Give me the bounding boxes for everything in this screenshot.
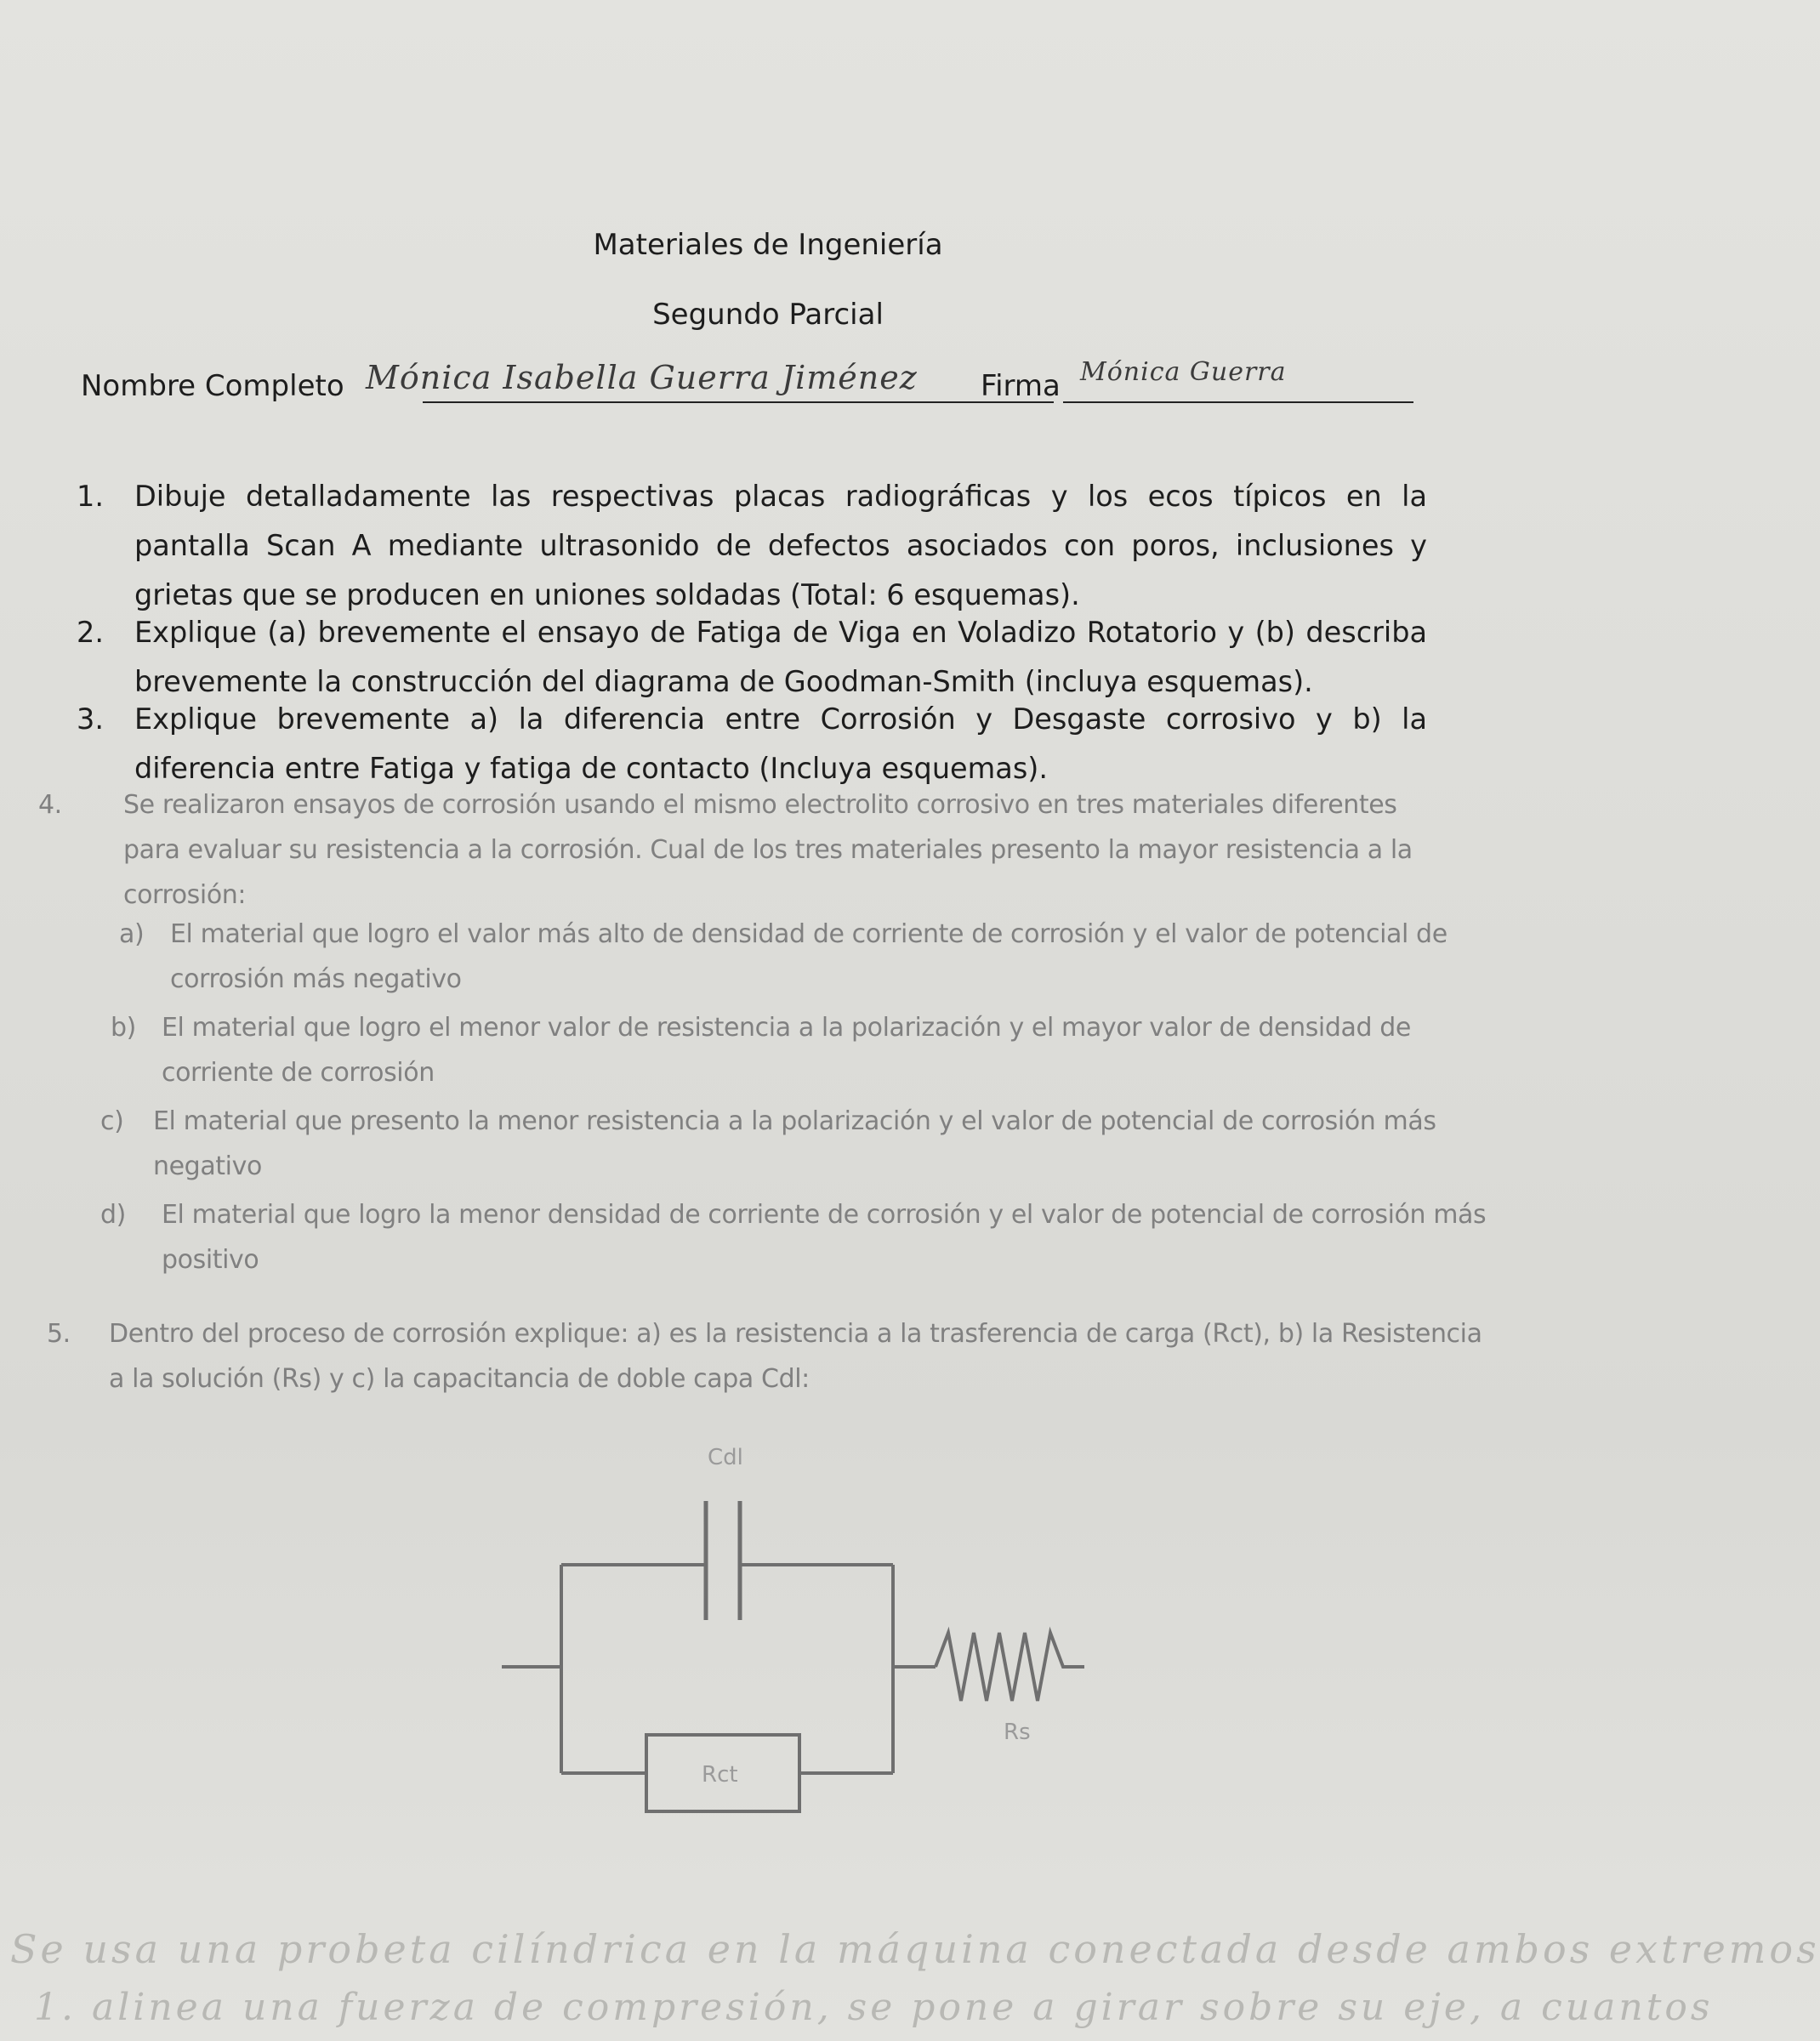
course-title: Materiales de Ingeniería <box>593 228 943 262</box>
question-number: 2. <box>77 616 104 649</box>
circuit-wires <box>502 1565 936 1773</box>
zigzag-resistor <box>936 1633 1084 1701</box>
name-label: Nombre Completo <box>81 369 344 403</box>
signature-label: Firma <box>981 369 1061 403</box>
capacitor-symbol <box>706 1501 740 1620</box>
exam-subtitle: Segundo Parcial <box>652 298 884 332</box>
handwritten-answer-line-1: Se usa una probeta cilíndrica en la máquina conectada desde ambos extremos <box>10 1926 1820 1972</box>
capacitor-label: Cdl <box>708 1445 743 1470</box>
handwritten-answer-line-2: 1. alinea una fuerza de compresión, se pone a girar sobre su eje, a cuantos <box>34 1986 1714 2029</box>
series-resistor-label: Rs <box>1004 1720 1031 1745</box>
handwritten-signature: Mónica Guerra <box>1080 357 1287 387</box>
question-number: 5. <box>47 1319 71 1349</box>
option-text: El material que presento la menor resistencia a la polarización y el valor de potencial de corrosión más negativo <box>153 1106 1436 1181</box>
handwritten-name: Mónica Isabella Guerra Jiménez <box>366 359 918 396</box>
question-number: 1. <box>77 480 104 513</box>
option-text: El material que logro el menor valor de resistencia a la polarización y el mayor valor de densidad de corriente de corrosión <box>162 1013 1411 1088</box>
option-letter: c) <box>100 1106 124 1136</box>
option-letter: d) <box>100 1200 126 1230</box>
question-number: 3. <box>77 702 104 736</box>
question-number: 4. <box>38 790 62 820</box>
question-text: Dibuje detalladamente las respectivas placas radiográficas y los ecos típicos en la pantalla Scan A mediante ultrasonido de defectos asociados con poros, inclusiones y grietas que se producen en uniones soldadas (Total: 6 esquemas). <box>134 480 1427 611</box>
resistor-box-label: Rct <box>702 1762 738 1788</box>
option-letter: a) <box>119 919 145 949</box>
question-text: Se realizaron ensayos de corrosión usando el mismo electrolito corrosivo en tres materiales diferentes para evaluar su resistencia a la corrosión. Cual de los tres materiales presento la mayor resistencia a la corrosión: <box>123 790 1413 910</box>
option-letter: b) <box>111 1013 136 1043</box>
question-text: Explique brevemente a) la diferencia entre Corrosión y Desgaste corrosivo y b) la diferencia entre Fatiga y fatiga de contacto (Incluya esquemas). <box>134 702 1427 785</box>
question-text: Dentro del proceso de corrosión explique: a) es la resistencia a la trasferencia de carga (Rct), b) la Resistencia a la solución (Rs) y c) la capacitancia de doble capa Cdl: <box>109 1319 1482 1394</box>
question-text: Explique (a) brevemente el ensayo de Fatiga de Viga en Voladizo Rotatorio y (b) describa brevemente la construcción del diagrama de Goodman-Smith (incluya esquemas). <box>134 616 1427 698</box>
option-text: El material que logro la menor densidad de corriente de corrosión y el valor de potencial de corrosión más positivo <box>162 1200 1487 1275</box>
option-text: El material que logro el valor más alto de densidad de corriente de corrosión y el valor de potencial de corrosión más negativo <box>170 919 1447 994</box>
